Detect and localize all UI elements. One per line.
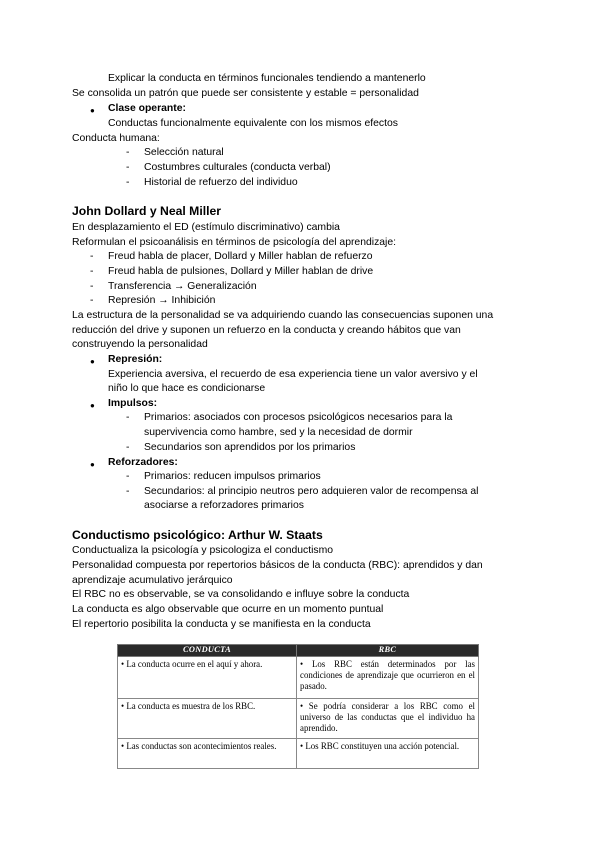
list-item: Transferencia → Generalización [108, 281, 257, 292]
represion-text: niño lo que hace es condicionarse [108, 383, 266, 394]
list-item: Represión → Inhibición [108, 295, 216, 306]
list-item: Secundarios son aprendidos por los primarios [144, 442, 356, 453]
intro-line-3: Conductas funcionalmente equivalente con los mismos efectos [108, 118, 398, 129]
dash-bullet: - [126, 177, 130, 188]
dash-bullet: - [126, 412, 130, 423]
conducta-rbc-table [117, 644, 479, 769]
staats-line: La conducta es algo observable que ocurre en un momento puntual [72, 604, 384, 615]
dash-bullet: - [90, 251, 94, 262]
table-cell: • La conducta ocurre en el aquí y ahora. [118, 657, 297, 699]
list-item: Secundarios: al principio neutros pero adquieren valor de recompensa al [144, 486, 479, 497]
impulsos-title: Impulsos: [108, 398, 158, 409]
dash-bullet: - [90, 266, 94, 277]
table-cell: • Los RBC están determinados por las condiciones de aprendizaje que ocurrieron en el pasado. [297, 657, 479, 699]
bullet-dot: ● [90, 401, 95, 410]
dash-bullet: - [90, 281, 94, 292]
represion-text: Experiencia aversiva, el recuerdo de esa experiencia tiene un valor aversivo y el [108, 369, 478, 380]
table-row [118, 699, 479, 739]
dash-bullet: - [90, 295, 94, 306]
dash-bullet: - [126, 442, 130, 453]
table-cell: • La conducta es muestra de los RBC. [118, 699, 297, 739]
reforzadores-title: Reforzadores: [108, 457, 178, 468]
dollard-paragraph-line: construyendo la personalidad [72, 339, 208, 350]
dash-bullet: - [126, 486, 130, 497]
staats-heading: Conductismo psicológico: Arthur W. Staats [72, 528, 323, 542]
bullet-dot: ● [90, 357, 95, 366]
list-item: supervivencia como hambre, sed y la necesidad de dormir [144, 427, 413, 438]
dollard-heading: John Dollard y Neal Miller [72, 204, 221, 218]
intro-line-1: Explicar la conducta en términos funcionales tendiendo a mantenerlo [108, 73, 426, 84]
table-cell: • Se podría considerar a los RBC como el universo de las conductas que el individuo ha aprendido. [297, 699, 479, 739]
table-row [118, 657, 479, 699]
list-item: asociarse a reforzadores primarios [144, 500, 304, 511]
staats-line: Conductualiza la psicología y psicologiza el conductismo [72, 545, 334, 556]
list-item: Historial de refuerzo del individuo [144, 177, 298, 188]
dash-bullet: - [126, 471, 130, 482]
list-item: Costumbres culturales (conducta verbal) [144, 162, 331, 173]
table-header-conducta: CONDUCTA [118, 645, 297, 657]
clase-operante-label: Clase operante: [108, 103, 186, 114]
staats-line: El RBC no es observable, se va consolidando e influye sobre la conducta [72, 589, 410, 600]
bullet-dot: ● [90, 460, 95, 469]
dollard-paragraph-line: reducción del drive y suponen un refuerzo en la conducta y creando hábitos que van [72, 325, 461, 336]
dollard-line-1: En desplazamiento el ED (estímulo discriminativo) cambia [72, 222, 340, 233]
dash-bullet: - [126, 162, 130, 173]
intro-line-2: Se consolida un patrón que puede ser consistente y estable = personalidad [72, 88, 419, 99]
list-item: Freud habla de pulsiones, Dollard y Miller hablan de drive [108, 266, 374, 277]
staats-line: aprendizaje acumulativo jerárquico [72, 575, 233, 586]
represion-title: Represión: [108, 354, 163, 365]
list-item: Selección natural [144, 147, 224, 158]
intro-line-4: Conducta humana: [72, 133, 160, 144]
table-cell: • Las conductas son acontecimientos reales. [118, 739, 297, 769]
bullet-dot: ● [90, 106, 95, 115]
staats-line: El repertorio posibilita la conducta y se manifiesta en la conducta [72, 619, 371, 630]
table-cell: • Los RBC constituyen una acción potencial. [297, 739, 479, 769]
table-header-row [118, 645, 479, 657]
table-row [118, 739, 479, 769]
dollard-paragraph-line: La estructura de la personalidad se va adquiriendo cuando las consecuencias suponen una [72, 310, 494, 321]
staats-line: Personalidad compuesta por repertorios básicos de la conducta (RBC): aprendidos y dan [72, 560, 483, 571]
table-header-rbc: RBC [297, 645, 479, 657]
dollard-line-2: Reformulan el psicoanálisis en términos de psicología del aprendizaje: [72, 237, 397, 248]
list-item: Freud habla de placer, Dollard y Miller hablan de refuerzo [108, 251, 373, 262]
list-item: Primarios: asociados con procesos psicológicos necesarios para la [144, 412, 453, 423]
list-item: Primarios: reducen impulsos primarios [144, 471, 321, 482]
dash-bullet: - [126, 147, 130, 158]
